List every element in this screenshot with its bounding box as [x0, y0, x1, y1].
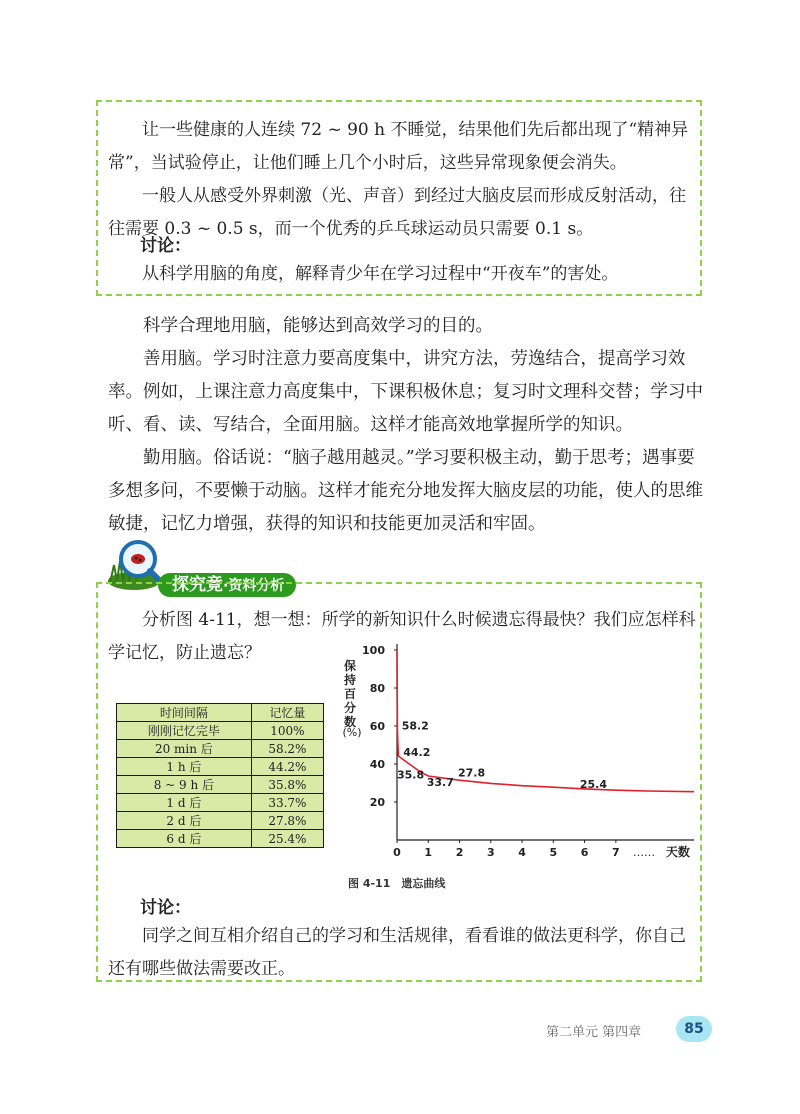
table-cell: 刚刚记忆完毕: [117, 722, 252, 740]
table-cell: 25.4%: [251, 830, 323, 848]
badge-subtitle: 资料分析: [228, 578, 285, 594]
y-axis-label-char: 保: [343, 659, 357, 673]
table-header-row: [117, 704, 324, 722]
data-label: 25.4: [579, 777, 608, 791]
body-paragraph-1: 科学合理地用脑，能够达到高效学习的目的。: [108, 316, 493, 336]
table-header-interval: 时间间隔: [117, 704, 252, 722]
table-row: [117, 794, 324, 812]
y-tick-label: 20: [369, 796, 385, 809]
badge-title: 探究竟: [172, 575, 223, 595]
figure-caption: 图 4-11 遗忘曲线: [348, 877, 446, 890]
data-label: 33.7: [426, 775, 454, 789]
y-tick-label: 60: [369, 720, 385, 733]
table-cell: 1 d 后: [117, 794, 252, 812]
box1-discussion-label: 讨论：: [140, 236, 191, 256]
table-cell: 20 min 后: [117, 740, 252, 758]
data-label: 35.8: [397, 768, 425, 782]
table-row: [117, 812, 324, 830]
y-axis-unit: (%): [342, 726, 362, 739]
y-axis-label-char: 数: [343, 715, 357, 729]
badge-dot: ·: [223, 578, 229, 594]
box1-discussion-text: 从科学用脑的角度，解释青少年在学习过程中“开夜车”的害处。: [108, 264, 619, 284]
y-tick-label: 40: [369, 758, 385, 771]
box2-intro: 分析图 4-11，想一想：所学的新知识什么时候遗忘得最快？我们应怎样科学记忆，防止遗忘？: [108, 610, 696, 663]
table-cell: 8 ~ 9 h 后: [117, 776, 252, 794]
table-row: [117, 830, 324, 848]
page-number: 85: [676, 1016, 712, 1042]
x-axis-label: 天数: [665, 845, 690, 859]
series-line: [397, 650, 694, 792]
table-cell: 2 d 后: [117, 812, 252, 830]
data-label: 44.2: [403, 746, 431, 760]
table-header-amount: 记忆量: [251, 704, 323, 722]
y-tick-label: 80: [369, 682, 385, 695]
data-label: 27.8: [457, 766, 486, 780]
body-paragraph-2: 善用脑。学习时注意力要高度集中，讲究方法，劳逸结合，提高学习效率。例如，上课注意力高度集中，下课积极休息；复习时文理科交替；学习中听、看、读、写结合，全面用脑。这样才能高效地掌握所学的知识。: [108, 349, 703, 435]
table-row: [117, 758, 324, 776]
x-tick-label: 6: [580, 846, 589, 859]
x-tick-ellipsis: ……: [633, 846, 656, 859]
y-axis-label-char: 持: [343, 673, 357, 687]
forgetting-curve-chart: [334, 640, 700, 872]
x-tick-label: 1: [424, 846, 433, 859]
table-cell: 58.2%: [251, 740, 323, 758]
box1-paragraph-2: 一般人从感受外界刺激（光、声音）到经过大脑皮层而形成反射活动，往往需要 0.3 ~ 0.5 s，而一个优秀的乒乓球运动员只需要 0.1 s。: [108, 186, 686, 239]
table-row: [117, 776, 324, 794]
box1-paragraph-1: 让一些健康的人连续 72 ~ 90 h 不睡觉，结果他们先后都出现了“精神异常”，当试验停止，让他们睡上几个小时后，这些异常现象便会消失。: [108, 120, 689, 173]
table-row: [117, 722, 324, 740]
table-cell: 6 d 后: [117, 830, 252, 848]
data-label: 58.2: [401, 719, 429, 733]
memory-table: [116, 703, 324, 848]
table-cell: 1 h 后: [117, 758, 252, 776]
y-axis-label-char: 百: [343, 687, 357, 701]
y-axis-label-char: 分: [343, 701, 357, 715]
table-cell: 27.8%: [251, 812, 323, 830]
table-cell: 33.7%: [251, 794, 323, 812]
box2-discussion-label: 讨论：: [140, 898, 191, 918]
y-tick-label: 100: [362, 644, 385, 657]
table-row: [117, 740, 324, 758]
x-tick-label: 3: [486, 846, 495, 859]
x-tick-label: 2: [455, 846, 464, 859]
chapter-label: 第二单元 第四章: [546, 1025, 642, 1040]
table-cell: 44.2%: [251, 758, 323, 776]
x-tick-label: 5: [549, 846, 558, 859]
box2-discussion-text: 同学之间互相介绍自己的学习和生活规律，看看谁的做法更科学，你自己还有哪些做法需要改正。: [108, 926, 686, 979]
x-tick-label: 4: [518, 846, 526, 859]
x-tick-label: 7: [612, 846, 620, 859]
x-tick-label: 0: [393, 846, 401, 859]
table-cell: 100%: [251, 722, 323, 740]
table-cell: 35.8%: [251, 776, 323, 794]
body-paragraph-3: 勤用脑。俗话说：“脑子越用越灵。”学习要积极主动，勤于思考；遇事要多想多问，不要懒于动脑。这样才能充分地发挥大脑皮层的功能，使人的思维敏捷，记忆力增强，获得的知识和技能更加灵活和牢固。: [108, 448, 703, 534]
